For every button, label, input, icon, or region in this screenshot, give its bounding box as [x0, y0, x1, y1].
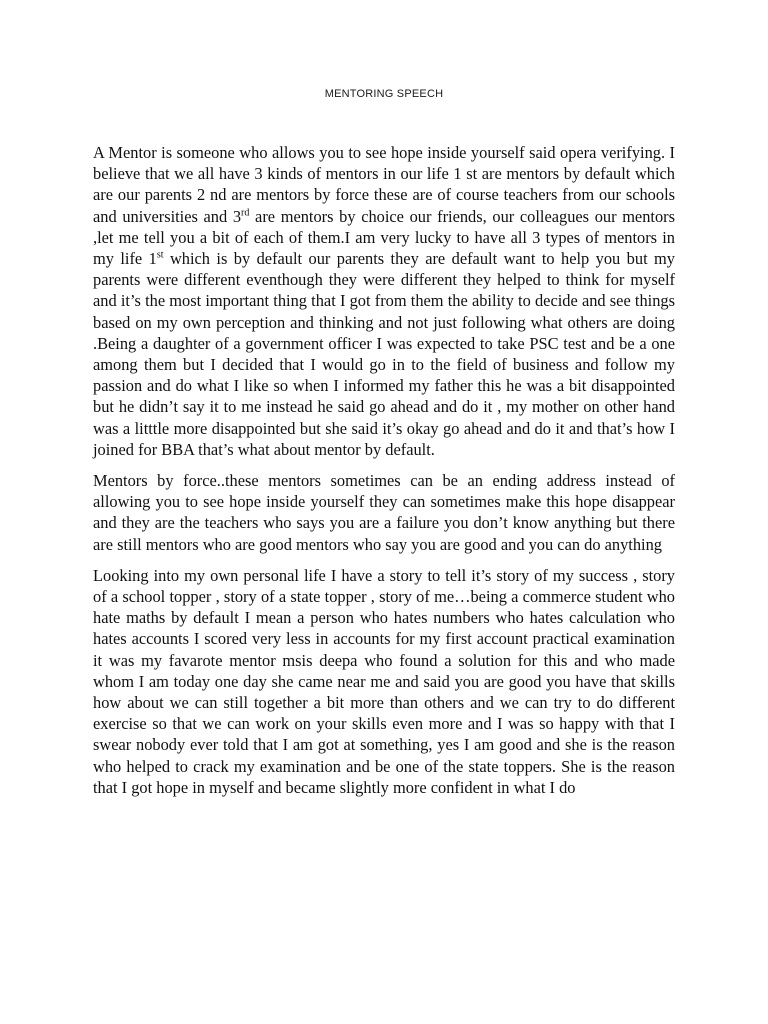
document-title: MENTORING SPEECH [324, 88, 444, 100]
paragraph-1-text-b: are mentors by choice our friends, our colleagues our mentors ,let me tell you a bit of each of them.I am very lucky to have all 3 types of mentors in my life 1 [93, 206, 675, 269]
paragraph-1-text-a: A Mentor is someone who allows you to see hope inside yourself said opera verifying. I believe that we all have 3 kinds of mentors in our life 1 st are mentors by default which are our parents 2 nd are mentors by force these are of course teachers from our schools and universities and 3 [93, 143, 675, 226]
paragraph-3: Looking into my own personal life I have a story to tell it’s story of my success , story of a school topper , story of a state topper , story of me…being a commerce student who hate maths by default I mean a person who hates numbers who hates calculation who hates accounts I scored very less in accounts for my first account practical examination it was my favarote mentor msis deepa who found a solution for this and who made whom I am today one day she came near me and said you are good you have that skills how about we can still together a bit more than others and we can try to do different exercise so that we can work on your skills even more and I was so happy with that I swear nobody ever told that I am got at something, yes I am good and she is the reason who helped to crack my examination and be one of the state toppers. She is the reason that I got hope in myself and became slightly more confident in what I do [93, 565, 675, 797]
document-body [93, 142, 675, 808]
paragraph-2: Mentors by force..these mentors sometimes can be an ending address instead of allowing you to see hope inside yourself they can sometimes make this hope disappear and they are the teachers who says you are a failure you don’t know anything but there are still mentors who are good mentors who say you are good and you can do anything [93, 471, 675, 554]
paragraph-1-superscript-st: st [156, 249, 164, 261]
paragraph-1 [93, 142, 675, 460]
paragraph-1-superscript-rd: rd [241, 207, 250, 219]
paragraph-1-text-c: which is by default our parents they are default want to help you but my parents were different eventhough they were different they helped to think for myself and it’s the most important thing that I got from them the ability to decide and see things based on my own perception and thinking and not just following what others are doing .Being a daughter of a government officer I was expected to take PSC test and be a one among them but I decided that I would go in to the field of business and follow my passion and do what I like so when I informed my father this he was a bit disappointed but he didn’t say it to me instead he said go ahead and do it , my mother on other hand was a litttle more disappointed but she said it’s okay go ahead and do it and that’s how I joined for BBA that’s what about mentor by default. [93, 249, 675, 459]
